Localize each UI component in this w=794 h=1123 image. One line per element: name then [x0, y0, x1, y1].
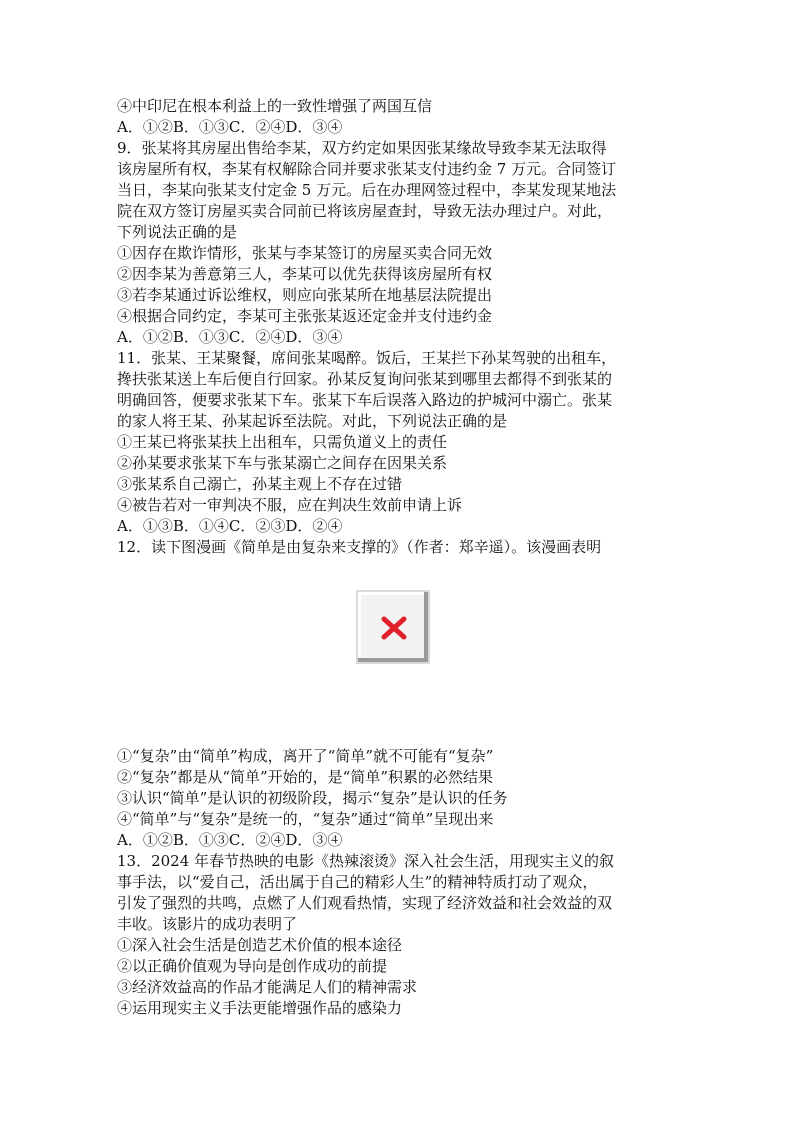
- text-line: ④中印尼在根本利益上的一致性增强了两国互信: [117, 97, 433, 115]
- question-12-stem: 12．读下图漫画《简单是由复杂来支撑的》（作者：郑辛遥）。该漫画表明: [117, 538, 602, 556]
- option-line: ④运用现实主义手法更能增强作品的感染力: [117, 999, 403, 1017]
- text-line: 明确回答，便要求张某下车。张某下车后误落入路边的护城河中溺亡。张某: [117, 391, 613, 409]
- answer-options-line: A．①②B．①③C．②④D．③④: [117, 328, 343, 346]
- text-line: 该房屋所有权，李某有权解除合同并要求张某支付违约金 7 万元。合同签订: [117, 160, 617, 178]
- text-line: 的家人将王某、孙某起诉至法院。对此，下列说法正确的是: [117, 412, 508, 430]
- text-line: 丰收。该影片的成功表明了: [117, 915, 298, 933]
- text-line: 当日，李某向张某支付定金 5 万元。后在办理网签过程中，李某发现某地法: [117, 181, 617, 199]
- option-line: ④被告若对一审判决不服，应在判决生效前申请上诉: [117, 496, 463, 514]
- answer-options-line: A．①③B．①④C．②③D．②④: [117, 517, 343, 535]
- option-line: ①“复杂”由“简单”构成，离开了“简单”就不可能有“复杂”: [117, 747, 494, 765]
- text-line: 搀扶张某送上车后便自行回家。孙某反复询问张某到哪里去都得不到张某的: [117, 370, 613, 388]
- answer-options-line: A．①②B．①③C．②④D．③④: [117, 118, 343, 136]
- text-line: 院在双方签订房屋买卖合同前已将该房屋查封，导致无法办理过户。对此，: [117, 202, 613, 220]
- option-line: ③认识“简单”是认识的初级阶段，揭示“复杂”是认识的任务: [117, 789, 508, 807]
- text-line: 下列说法正确的是: [117, 223, 238, 241]
- option-line: ②因李某为善意第三人，李某可以优先获得该房屋所有权: [117, 265, 493, 283]
- option-line: ③经济效益高的作品才能满足人们的精神需求: [117, 978, 418, 996]
- option-line: ②“复杂”都是从“简单”开始的，是“简单”积累的必然结果: [117, 768, 494, 786]
- option-line: ④根据合同约定，李某可主张张某返还定金并支付违约金: [117, 307, 493, 325]
- option-line: ①王某已将张某扶上出租车，只需负道义上的责任: [117, 433, 448, 451]
- option-line: ①因存在欺诈情形，张某与李某签订的房屋买卖合同无效: [117, 244, 493, 262]
- question-9-stem: 9．张某将其房屋出售给李某，双方约定如果因张某缘故导致李某无法取得: [117, 139, 607, 157]
- text-line: 引发了强烈的共鸣，点燃了人们观看热情，实现了经济效益和社会效益的双: [117, 894, 613, 912]
- option-line: ①深入社会生活是创造艺术价值的根本途径: [117, 936, 403, 954]
- text-line: 事手法，以“爱自己，活出属于自己的精彩人生”的精神特质打动了观众，: [117, 873, 598, 891]
- question-13-stem: 13．2024 年春节热映的电影《热辣滚烫》深入社会生活，用现实主义的叙: [117, 852, 615, 870]
- option-line: ③张某系自己溺亡，孙某主观上不存在过错: [117, 475, 403, 493]
- option-line: ④“简单”与“复杂”是统一的，“复杂”通过“简单”呈现出来: [117, 810, 494, 828]
- answer-options-line: A．①②B．①③C．②④D．③④: [117, 831, 343, 849]
- broken-image-icon: [379, 613, 409, 643]
- question-11-stem: 11．张某、王某聚餐，席间张某喝醉。饭后，王某拦下孙某驾驶的出租车，: [117, 349, 617, 367]
- option-line: ③若李某通过诉讼维权，则应向张某所在地基层法院提出: [117, 286, 493, 304]
- option-line: ②以正确价值观为导向是创作成功的前提: [117, 957, 388, 975]
- broken-image-placeholder: [356, 590, 430, 664]
- option-line: ②孙某要求张某下车与张某溺亡之间存在因果关系: [117, 454, 448, 472]
